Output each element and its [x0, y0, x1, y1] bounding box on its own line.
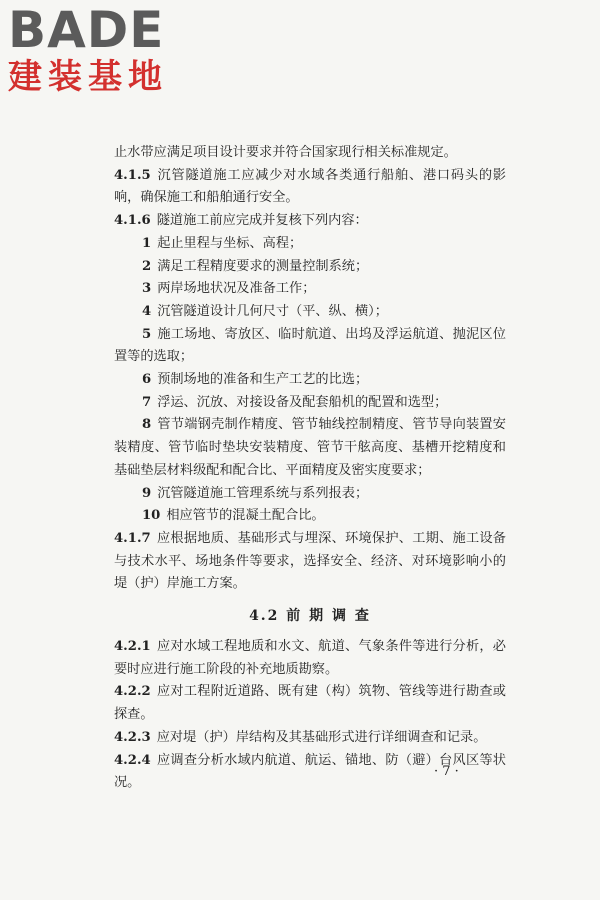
item-number: 7 [142, 394, 152, 410]
list-item [114, 369, 506, 392]
clause-number: 4.2.4 [114, 752, 151, 768]
section-heading: 4.2 前 期 调 查 [249, 608, 371, 625]
list-item [114, 301, 506, 324]
item-text: 相应管节的混凝土配合比。 [166, 508, 325, 524]
item-text: 起止里程与坐标、高程； [157, 235, 303, 251]
item-text: 预制场地的准备和生产工艺的比选； [157, 372, 369, 388]
clause-text: 隧道施工前应完成并复核下列内容： [156, 213, 368, 229]
list-item [114, 392, 506, 415]
clause-text: 应调查分析水域内航道、航运、锚地、防（避）台风区等状况。 [114, 752, 506, 791]
item-number: 9 [142, 485, 152, 501]
item-text: 管节端钢壳制作精度、管节轴线控制精度、管节导向装置安装精度、管节临时垫块安装精度、管节干舷高度、基槽开挖精度和基础垫层材料级配和配合比、平面精度及密实度要求； [114, 417, 506, 478]
list-item [114, 278, 506, 301]
clause-text: 应对工程附近道路、既有建（构）筑物、管线等进行勘查或探查。 [114, 684, 506, 723]
logo-wordmark: BADE [8, 1, 165, 59]
paragraph-continued [114, 142, 506, 165]
list-item [114, 414, 506, 482]
clause-number: 4.1.5 [114, 167, 151, 183]
paragraph-text: 止水带应满足项目设计要求并符合国家现行相关标准规定。 [114, 145, 457, 160]
item-number: 1 [142, 235, 152, 251]
clause-4-1-5 [114, 165, 506, 210]
item-number: 3 [142, 281, 152, 297]
item-text: 沉管隧道施工管理系统与系列报表； [157, 485, 369, 501]
clause-number: 4.1.7 [114, 530, 151, 546]
clause-text: 应根据地质、基础形式与埋深、环境保护、工期、施工设备与技术水平、场地条件等要求，选择安全、经济、对环境影响小的堤（护）岸施工方案。 [114, 530, 506, 592]
item-number: 8 [142, 417, 152, 433]
clause-number: 4.2.1 [114, 639, 151, 655]
clause-4-1-7 [114, 528, 506, 596]
page-number: · 7 · [434, 764, 459, 779]
clause-4-2-2 [114, 681, 506, 726]
item-number: 4 [142, 303, 152, 319]
item-number: 2 [142, 258, 152, 274]
clause-number: 4.2.3 [114, 729, 151, 745]
item-number: 5 [142, 326, 152, 342]
item-text: 浮运、沉放、对接设备及配套船机的配置和选型； [157, 394, 448, 410]
clause-4-2-1 [114, 636, 506, 681]
item-text: 满足工程精度要求的测量控制系统； [157, 258, 369, 274]
clause-text: 应对堤（护）岸结构及其基础形式进行详细调查和记录。 [156, 729, 487, 745]
list-item [114, 233, 506, 256]
clause-number: 4.1.6 [114, 213, 151, 229]
clause-number: 4.2.2 [114, 684, 151, 700]
clause-text: 沉管隧道施工应减少对水域各类通行船舶、港口码头的影响，确保施工和船舶通行安全。 [114, 167, 506, 206]
clause-4-1-6 [114, 210, 506, 233]
clause-text: 应对水域工程地质和水文、航道、气象条件等进行分析，必要时应进行施工阶段的补充地质勘察。 [114, 639, 506, 677]
list-item [114, 324, 506, 369]
logo-subtitle: 建装基地 [8, 57, 168, 97]
list-item [114, 256, 506, 279]
list-item [114, 483, 506, 506]
item-text: 施工场地、寄放区、临时航道、出坞及浮运航道、抛泥区位置等的选取； [114, 326, 506, 365]
document-body [114, 142, 506, 795]
logo [8, 1, 178, 97]
item-number: 6 [142, 372, 152, 388]
requirement-list [114, 233, 506, 528]
item-text: 两岸场地状况及准备工作； [157, 281, 316, 297]
list-item [114, 505, 506, 528]
clause-4-2-3 [114, 727, 506, 750]
item-number: 10 [142, 508, 161, 524]
item-text: 沉管隧道设计几何尺寸（平、纵、横）； [157, 303, 388, 319]
